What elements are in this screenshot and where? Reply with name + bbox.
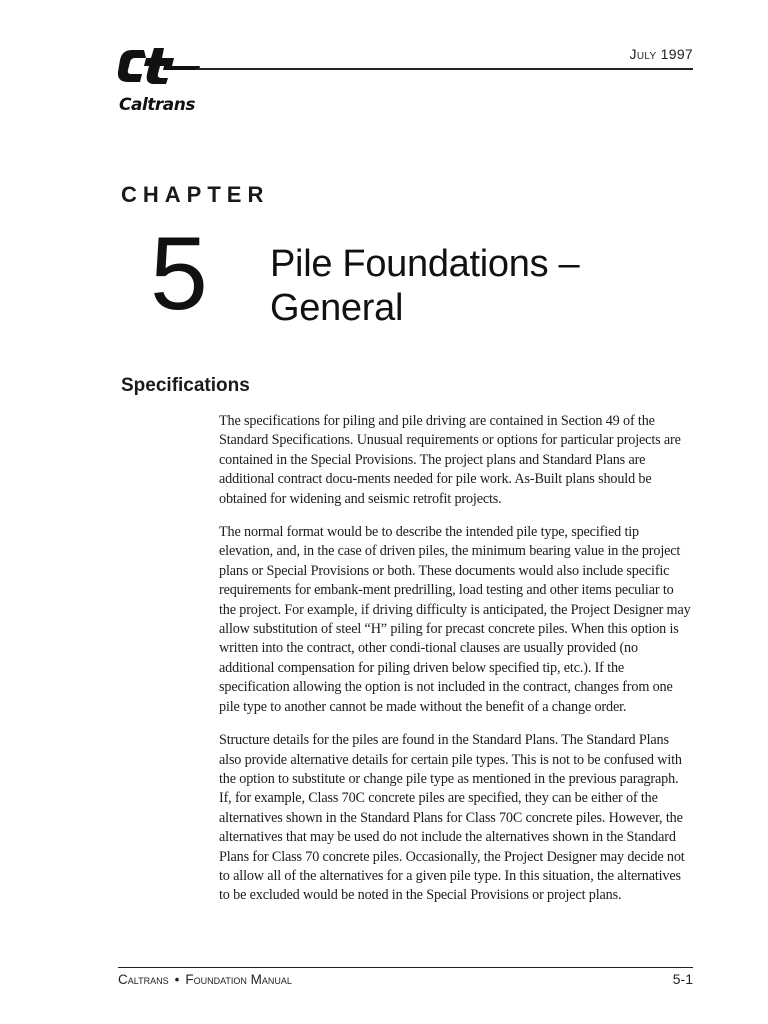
footer-org: Caltrans bbox=[118, 972, 169, 987]
paragraph: The specifications for piling and pile driving are contained in Section 49 of the Standard Specifications. Unusual requirements or options for particular projects are contained in the Special Provisions. The project plans and Standard Plans are additional contract docu-ments needed for pile work. As-Built plans should be obtained for widening and seismic retrofit projects. bbox=[219, 413, 681, 507]
paragraph: The normal format would be to describe the intended pile type, specified tip elevation, and, in the case of driven piles, the minimum bearing value in the project plans or Special Provisions or both. These documents would also include specific requirements for embank-ment predrilling, load testing and other items peculiar to the project. For example, if driving difficulty is anticipated, the Project Designer may allow substitution of steel “H” piling for precast concrete piles. When this option is written into the contract, other condi-tional clauses are usually provided (no additional compensation for piling driven below specified tip, etc.). If the specification allowing the option is not included in the contract, changes from one pile type to another cannot be made without the benefit of a change order. bbox=[219, 524, 691, 715]
caltrans-logo bbox=[118, 46, 200, 118]
chapter-title-line-2: General bbox=[270, 287, 404, 329]
svg-text:Caltrans: Caltrans bbox=[119, 95, 195, 115]
chapter-number: 5 bbox=[150, 216, 206, 332]
chapter-title-line-1: Pile Foundations – bbox=[270, 243, 580, 285]
body-text bbox=[219, 412, 693, 920]
chapter-title bbox=[270, 242, 579, 330]
header-rule bbox=[196, 68, 693, 70]
footer-bullet: • bbox=[174, 972, 180, 987]
paragraph: Structure details for the piles are found in the Standard Plans. The Standard Plans also provide alternative details for certain pile types. This is not to be confused with the option to substitute or change pile type as mentioned in the previous paragraph. If, for example, Class 70C concrete piles are specified, they can be either of the alternatives shown in the Standard Plans for Class 70C concrete piles. However, the alternatives that may be used do not include the alternatives shown in the Standard Plans for Class 70 concrete piles. Occasionally, the Project Designer may decide not to allow all of the alternatives for a given pile type. In this situation, the alternatives to be excluded would be noted in the Special Provisions or project plans. bbox=[219, 732, 685, 904]
footer-title bbox=[118, 972, 292, 987]
page-number: 5-1 bbox=[672, 971, 693, 987]
footer-rule bbox=[118, 967, 693, 968]
section-heading: Specifications bbox=[121, 375, 250, 396]
publication-date: July 1997 bbox=[629, 46, 693, 62]
chapter-label: CHAPTER bbox=[121, 182, 270, 207]
footer-manual: Foundation Manual bbox=[185, 972, 292, 987]
